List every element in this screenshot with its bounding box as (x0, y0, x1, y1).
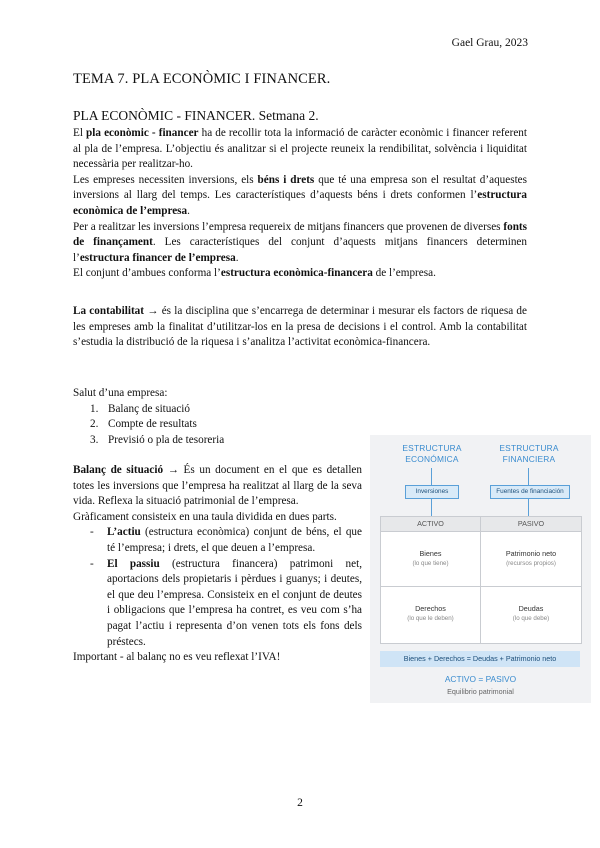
salut-list (73, 402, 373, 449)
page-number: 2 (297, 797, 303, 809)
table-divider-vertical (480, 517, 481, 643)
column-header-activo: ACTIVO (381, 517, 481, 532)
list-item: 2. Compte de resultats (90, 418, 197, 431)
intro-text-block (73, 126, 527, 282)
paragraph-balanc: Balanç de situació → És un document en el que es detallen totes les inversions que l’empresa ha realitzat al llarg de la seva vida. Reflexa la situació patrimonial de l’empresa. (73, 464, 362, 508)
column-header-pasivo: PASIVO (481, 517, 581, 532)
page-header-author: Gael Grau, 2023 (451, 37, 528, 49)
equation-activo-pasivo: ACTIVO = PASIVO (444, 674, 517, 684)
paragraph-important: Important - al balanç no es veu reflexat l’IVA! (73, 651, 281, 664)
list-item: 3. Previsió o pla de tesoreria (90, 433, 225, 446)
cell-subtitle: (lo que le deben) (407, 615, 454, 622)
paragraph-contabilitat: La contabilitat → és la disciplina que s’encarrega de determinar i mesurar els factors de riquesa de les empreses amb la finalitat d’utilitzar-los en la presa de decisions i el control. Amb la contabilitat s’estudia la distribució de la riquesa i s’analitza l’activitat econòmica-financera. (73, 305, 527, 349)
section-title: PLA ECONÒMIC - FINANCER. Setmana 2. (73, 108, 319, 123)
salut-intro: Salut d’una empresa: (73, 387, 168, 399)
cell-bienes (381, 549, 480, 567)
cell-subtitle: (lo que debe) (512, 615, 550, 622)
balanc-block (73, 463, 362, 666)
cell-title: Patrimonio neto (505, 549, 557, 558)
paragraph-conjunt: El conjunt d’ambues conforma l’estructura econòmica-financera de l’empresa. (73, 267, 436, 280)
bullet-actiu: - L’actiu (estructura econòmica) conjunt de béns, el que té l’empresa; i drets, el que deuen a l’empresa. (90, 526, 362, 554)
figure-caption: Equilibrio patrimonial (447, 687, 514, 696)
connector-line (431, 499, 432, 516)
contabilitat-block (73, 304, 527, 351)
cell-derechos (381, 604, 480, 622)
balance-table (380, 516, 582, 644)
paragraph-inversions: Les empreses necessiten inversions, els béns i drets que té una empresa son el resultat d’aquestes inversions al llarg del temps. Les característiques d’aquests béns i drets conformen l’estructura econòmica de l’empresa. (73, 173, 528, 217)
paragraph-pla-economic: El pla econòmic - financer ha de recollir tota la informació de caràcter econòmic i financer referent al pla de l’empresa. L’objectiu és analitzar si el projecte reuneix la rendibilitat, solvència i liquiditat necessària per realitzar-ho. (73, 127, 527, 171)
connector-line (528, 499, 529, 516)
table-divider-horizontal (381, 586, 581, 587)
equation-bar: Bienes + Derechos = Deudas + Patrimonio neto (380, 651, 580, 667)
bullet-passiu: - El passiu (estructura financera) patrimoni net, aportacions dels propietaris i pèrdues i guanys; i deutes, el que deu l’empresa. Consisteix en el conjunt de deutes i obligacions que l’empresa ha contret, es veu com s’ha pagat l’actiu i representa d’on venen tots els fons dels préstecs. (90, 557, 362, 648)
salut-block (73, 386, 373, 448)
tag-inversiones: Inversiones (405, 485, 459, 499)
chapter-title: TEMA 7. PLA ECONÒMIC I FINANCER. (73, 71, 331, 87)
header-estructura-financiera: ESTRUCTURA FINANCIERA (499, 443, 559, 464)
connector-line (528, 468, 529, 485)
cell-deudas (481, 604, 581, 622)
paragraph-grafic: Gràficament consisteix en una taula dividida en dues parts. (73, 510, 337, 523)
header-estructura-economica: ESTRUCTURA ECONÓMICA (402, 443, 462, 464)
paragraph-finançament: Per a realitzar les inversions l’empresa requereix de mitjans financers que provenen de diverses fonts de finançament. Les característiques del conjunt d’aquests mitjans financers determinen l’estructura financer de l’empresa. (73, 220, 527, 264)
cell-title: Derechos (415, 604, 446, 613)
balance-diagram (370, 435, 591, 703)
cell-subtitle: (lo que tiene) (412, 560, 449, 567)
cell-title: Bienes (419, 549, 442, 558)
cell-title: Deudas (518, 604, 544, 613)
connector-line (431, 468, 432, 485)
cell-patrimonio-neto (481, 549, 581, 567)
tag-fuentes-financiacion: Fuentes de financiación (490, 485, 570, 499)
list-item: 1. Balanç de situació (90, 402, 191, 415)
cell-subtitle: (recursos propios) (506, 560, 556, 567)
